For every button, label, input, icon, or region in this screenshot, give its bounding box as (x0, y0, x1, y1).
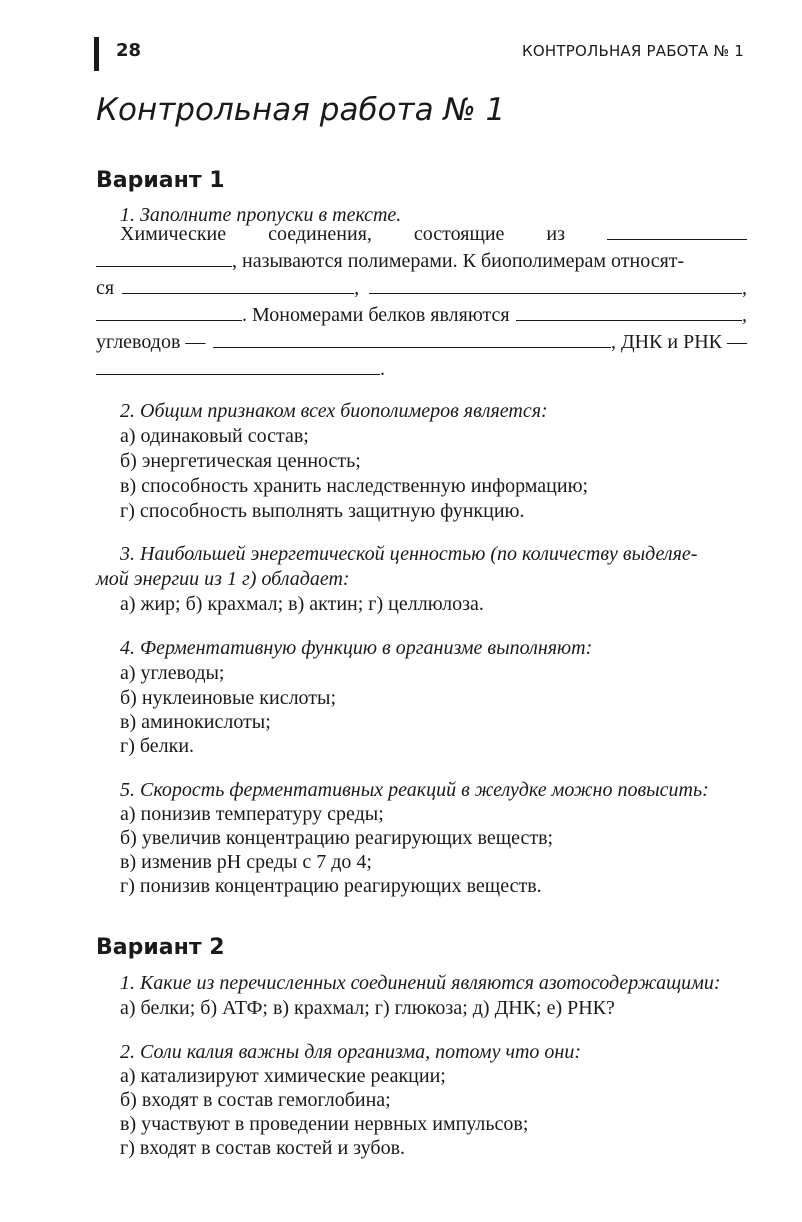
v1-q5-prompt: 5. Скорость ферментативных реакций в желудке можно повысить: (120, 779, 709, 801)
fill-word: соединения, (268, 223, 372, 245)
blank[interactable] (213, 330, 611, 348)
v1-q5-option: б) увеличив концентрацию реагирующих веществ; (120, 827, 554, 849)
variant2-heading: Вариант 2 (96, 935, 225, 960)
v1-q4-option: а) углеводы; (120, 662, 225, 684)
page-title: Контрольная работа № 1 (96, 92, 506, 128)
variant1-heading: Вариант 1 (96, 168, 225, 193)
page-number: 28 (116, 40, 142, 61)
v1-q4-option: г) белки. (120, 735, 195, 757)
fill-line-4 (96, 303, 747, 330)
v2-q2-prompt: 2. Соли калия важны для организма, потому что они: (120, 1041, 582, 1063)
v1-q5-option: а) понизив температуру среды; (120, 803, 384, 825)
v1-q2-option: в) способность хранить наследственную информацию; (120, 475, 589, 497)
fill-text: . Мономерами белков являются (242, 304, 510, 326)
v1-q1-prompt: 1. Заполните пропуски в тексте. (120, 204, 402, 226)
v2-q2-option: б) входят в состав гемоглобина; (120, 1089, 391, 1111)
v2-q1-prompt: 1. Какие из перечисленных соединений являются азотосодержащими: (120, 972, 721, 994)
fill-line-3 (96, 276, 747, 303)
v1-q3-prompt-line2: мой энергии из 1 г) обладает: (96, 568, 350, 590)
fill-word: состоящие (413, 223, 505, 245)
fill-text: , ДНК и РНК — (610, 331, 747, 353)
v1-q2-option: б) энергетическая ценность; (120, 450, 361, 472)
v1-q4-prompt: 4. Ферментативную функцию в организме выполняют: (120, 637, 593, 659)
v2-q2-option: а) катализируют химические реакции; (120, 1065, 446, 1087)
blank[interactable] (516, 303, 742, 321)
fill-text: углеводов — (96, 331, 206, 353)
v1-q1-fill-text (96, 222, 747, 384)
v2-q1-options: а) белки; б) АТФ; в) крахмал; г) глюкоза; д) ДНК; е) РНК? (120, 997, 615, 1019)
fill-text: , (742, 277, 747, 299)
v1-q2-prompt: 2. Общим признаком всех биополимеров является: (120, 400, 548, 422)
v1-q4-option: в) аминокислоты; (120, 711, 271, 733)
blank[interactable] (96, 303, 242, 321)
fill-text: , (742, 304, 747, 326)
v1-q4-option: б) нуклеиновые кислоты; (120, 687, 337, 709)
blank[interactable] (369, 276, 742, 294)
v1-q2-option: а) одинаковый состав; (120, 425, 309, 447)
v1-q2-option: г) способность выполнять защитную функцию. (120, 500, 525, 522)
fill-line-6 (96, 357, 747, 384)
fill-text: . (380, 358, 385, 380)
blank[interactable] (96, 249, 232, 267)
v1-q3-options: а) жир; б) крахмал; в) актин; г) целлюлоза. (120, 593, 484, 615)
v1-q5-option: в) изменив рН среды с 7 до 4; (120, 851, 372, 873)
blank[interactable] (96, 357, 380, 375)
v1-q5-option: г) понизив концентрацию реагирующих веществ. (120, 875, 542, 897)
fill-line-2 (96, 249, 747, 276)
fill-text: ся (96, 277, 115, 299)
fill-line-5 (96, 330, 747, 357)
header-rule (94, 37, 99, 71)
fill-text: , называются полимерами. К биополимерам относят- (232, 250, 685, 272)
blank[interactable] (122, 276, 354, 294)
blank[interactable] (607, 222, 747, 240)
v1-q3-prompt-line1: 3. Наибольшей энергетической ценностью (по количеству выделяе- (120, 543, 698, 565)
fill-word: Химические (120, 223, 227, 245)
fill-word: из (546, 223, 566, 245)
v2-q2-option: в) участвуют в проведении нервных импульсов; (120, 1113, 529, 1135)
running-title: КОНТРОЛЬНАЯ РАБОТА № 1 (522, 42, 744, 60)
fill-text: , (354, 277, 360, 299)
fill-line-1 (96, 222, 747, 249)
v2-q2-option: г) входят в состав костей и зубов. (120, 1137, 406, 1159)
